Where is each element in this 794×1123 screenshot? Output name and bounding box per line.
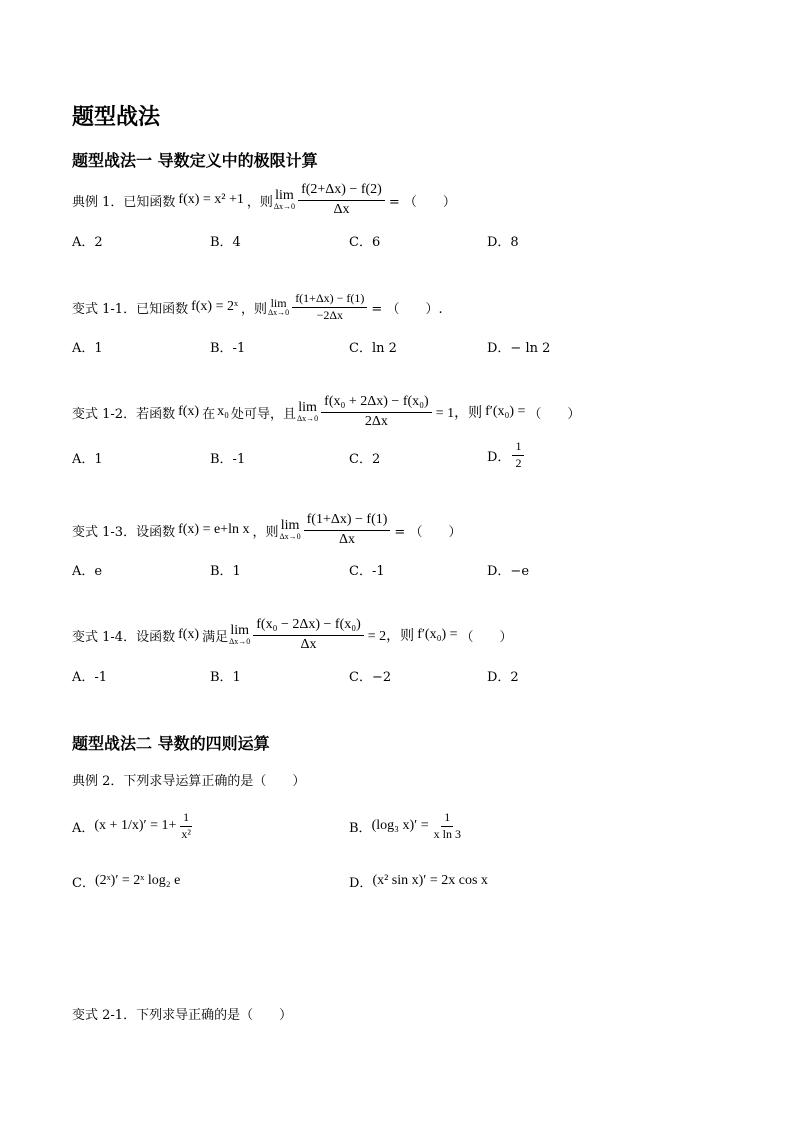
var14-mid1: 满足 — [202, 629, 229, 645]
option-a-fraction — [178, 811, 194, 842]
lim-sub: Δx→0 — [297, 414, 319, 423]
lim-text: lim — [270, 296, 287, 310]
var13-lim — [279, 519, 300, 541]
fraction-denominator: x² — [181, 826, 191, 841]
example1-option-a: A．2 — [72, 235, 103, 250]
lim-sub: Δx→0 — [268, 308, 290, 317]
fraction-denominator: Δx — [333, 201, 350, 217]
example1-prefix: 典例 1．已知函数 — [72, 194, 176, 210]
var14-prefix: 变式 1-4．设函数 — [72, 629, 176, 645]
lim-sub: Δx→0 — [273, 202, 296, 211]
option-b-fraction — [431, 811, 464, 842]
var12-option-c: C．2 — [349, 452, 381, 467]
var11-func: f(x) = 2ˣ — [191, 299, 239, 314]
option-d-fraction — [512, 440, 524, 471]
fraction-denominator: Δx — [300, 636, 317, 652]
var13-fraction — [304, 512, 391, 547]
var12-suffix: （ ） — [528, 406, 581, 422]
example2-option-a — [72, 806, 196, 846]
var13-option-c: C．-1 — [349, 564, 385, 579]
var14-fraction — [253, 617, 364, 652]
lim-text: lim — [230, 623, 249, 638]
var11-option-d: D．− ln 2 — [487, 341, 551, 356]
var12-mid2: 处可导，且 — [230, 406, 296, 422]
fraction-numerator: 1 — [441, 811, 453, 827]
example1-stem — [72, 180, 456, 220]
option-c-label: C． — [72, 875, 95, 891]
var12-deriv: f′(x₀) = — [485, 404, 526, 419]
fraction-numerator: f(x₀ + 2Δx) − f(x₀) — [321, 394, 432, 412]
option-a-label: A． — [72, 820, 95, 836]
fraction-denominator: Δx — [339, 531, 356, 547]
example1-mid: ，则 — [246, 194, 273, 210]
option-c-expr: (2ˣ)′ = 2ˣ log₂ e — [94, 873, 181, 888]
var12-lim — [297, 401, 318, 423]
var11-fraction — [292, 292, 367, 323]
var11-mid: ，则 — [241, 301, 268, 317]
example1-func: f(x) = x² +1 — [178, 192, 244, 207]
lim-text: lim — [280, 518, 300, 533]
fraction-denominator: 2 — [515, 455, 522, 470]
example1-suffix: = （ ） — [388, 194, 456, 210]
var12-func: f(x) — [178, 404, 200, 419]
var13-stem — [72, 510, 461, 550]
var11-prefix: 变式 1-1．已知函数 — [72, 301, 189, 317]
var13-suffix: = （ ） — [394, 524, 462, 540]
example2-option-c — [72, 870, 180, 892]
var12-option-d — [487, 440, 526, 471]
var14-option-b: B．1 — [210, 670, 241, 685]
var12-fraction — [321, 394, 432, 429]
fraction-numerator: f(2+Δx) − f(2) — [298, 182, 385, 200]
option-a-expr: (x + 1/x)′ = 1+ — [94, 818, 177, 833]
option-d-label: D． — [487, 449, 511, 465]
option-b-label: B． — [349, 820, 372, 836]
lim-sub: Δx→0 — [279, 532, 301, 541]
var13-prefix: 变式 1-3．设函数 — [72, 524, 176, 540]
fraction-numerator: 1 — [180, 811, 192, 827]
var14-stem — [72, 616, 513, 654]
var12-option-b: B．-1 — [210, 452, 246, 467]
page-title: 题型战法 — [72, 105, 161, 130]
example1-option-c: C．6 — [349, 235, 381, 250]
fraction-denominator: −2Δx — [316, 307, 344, 322]
var11-stem — [72, 288, 443, 326]
var11-lim — [268, 297, 289, 317]
example1-fraction — [298, 182, 385, 217]
var21-stem: 变式 2-1．下列求导正确的是（ ） — [72, 1008, 293, 1023]
var11-option-c: C．ln 2 — [349, 341, 397, 356]
var12-prefix: 变式 1-2．若函数 — [72, 406, 176, 422]
example2-option-b — [349, 806, 466, 846]
option-d-expr: (x² sin x)′ = 2x cos x — [372, 873, 488, 888]
example2-stem: 典例 2．下列求导运算正确的是（ ） — [72, 774, 306, 789]
var14-deriv: f′(x₀) = — [417, 627, 458, 642]
var14-mid2: = 2，则 — [367, 629, 415, 644]
option-d-label: D． — [349, 875, 373, 891]
var13-mid: ，则 — [252, 524, 279, 540]
lim-text: lim — [275, 188, 294, 203]
fraction-denominator: x ln 3 — [433, 826, 461, 841]
lim-sub: Δx→0 — [229, 637, 251, 646]
example2-option-d — [349, 870, 488, 892]
var11-option-a: A．1 — [72, 341, 103, 356]
var13-option-b: B．1 — [210, 564, 241, 579]
var14-option-c: C．−2 — [349, 670, 392, 685]
var14-option-d: D．2 — [487, 670, 519, 685]
fraction-numerator: f(1+Δx) − f(1) — [304, 512, 391, 530]
fraction-numerator: 1 — [512, 440, 524, 456]
lim-text: lim — [298, 400, 317, 415]
option-b-expr: (log₃ x)′ = — [371, 818, 429, 833]
var13-option-d: D．−e — [487, 564, 530, 579]
var13-func: f(x) = e+ln x — [178, 522, 250, 537]
var12-mid3: = 1，则 — [435, 406, 483, 421]
fraction-numerator: f(1+Δx) − f(1) — [292, 292, 367, 308]
fraction-numerator: f(x₀ − 2Δx) − f(x₀) — [253, 617, 364, 635]
section2-title: 题型战法二 导数的四则运算 — [72, 734, 270, 753]
section1-title: 题型战法一 导数定义中的极限计算 — [72, 151, 318, 170]
example1-option-b: B．4 — [210, 235, 241, 250]
var14-suffix: （ ） — [460, 629, 513, 645]
var11-option-b: B．-1 — [210, 341, 246, 356]
fraction-denominator: 2Δx — [364, 413, 388, 429]
var14-lim — [229, 624, 250, 646]
var14-func: f(x) — [178, 627, 200, 642]
var12-mid1: 在 — [202, 406, 216, 422]
example1-lim — [274, 189, 295, 211]
var14-option-a: A．-1 — [72, 670, 108, 685]
var11-suffix: = （ ）. — [371, 301, 443, 317]
var13-option-a: A．e — [72, 564, 103, 579]
var12-stem — [72, 392, 580, 432]
example1-option-d: D．8 — [487, 235, 519, 250]
var12-point: x₀ — [217, 404, 229, 419]
var12-option-a: A．1 — [72, 452, 103, 467]
